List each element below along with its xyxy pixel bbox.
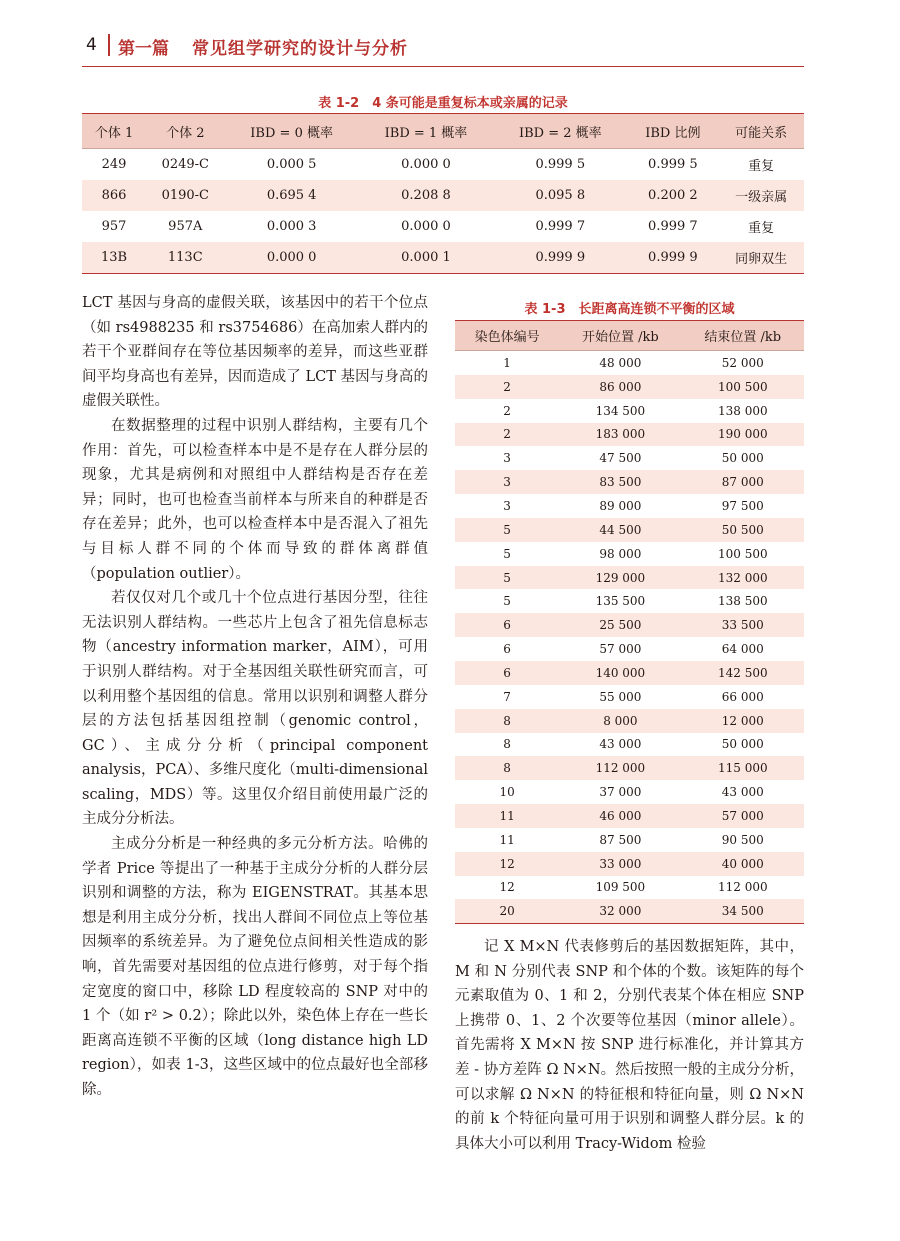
table-row [455, 780, 804, 804]
table-cell: 89 000 [599, 498, 642, 513]
table-cell: 46 000 [559, 804, 681, 828]
table-cell: 138 000 [717, 403, 768, 418]
table-cell: 0.095 8 [493, 180, 627, 211]
table-row [455, 494, 804, 518]
table-cell: 43 000 [721, 785, 764, 800]
table-row [455, 375, 804, 399]
table-cell: 249 [101, 157, 127, 172]
table-cell: 8 [455, 709, 559, 733]
table-cell: 83 500 [559, 470, 681, 494]
chapter-title: 常见组学研究的设计与分析 [192, 39, 408, 59]
table-cell: 0.000 1 [359, 242, 493, 274]
paragraph: LCT 基因与身高的虚假关联，该基因中的若干个位点（如 rs4988235 和 rs3754686）在高加索人群内的若干个亚群间存在等位基因频率的差异，而这些亚群间平均身高也有差异，因而造成了 LCT 基因与身高的虚假关联性。 [82, 295, 428, 410]
table-cell: 66 000 [721, 689, 764, 704]
table-cell: 115 000 [682, 756, 804, 780]
table-row [455, 804, 804, 828]
table2-caption: 表 1-3 长距离高连锁不平衡的区域 [524, 302, 735, 317]
table-cell: 100 500 [717, 546, 768, 561]
table-cell: 11 [499, 832, 515, 847]
table-cell: 3 [455, 470, 559, 494]
table-cell: 重复 [748, 221, 775, 236]
table-cell: 0.000 5 [266, 157, 317, 172]
table-row [455, 470, 804, 494]
table-cell: 5 [455, 518, 559, 542]
table-cell: 40 000 [682, 852, 804, 876]
table-row [455, 566, 804, 590]
table-cell: 47 500 [599, 451, 642, 466]
table-cell: 6 [503, 642, 511, 657]
table-duplicate-records [82, 113, 804, 274]
table1-header-row [82, 114, 804, 149]
table-cell: 0.000 0 [401, 157, 451, 172]
table-cell: 87 000 [682, 470, 804, 494]
left-text-column [82, 291, 428, 1103]
table-cell: 5 [503, 546, 511, 561]
table-cell: 957A [168, 219, 203, 234]
table-row [455, 876, 804, 900]
table1-header-cell: 个体 1 [82, 114, 146, 149]
table-cell: 3 [503, 498, 511, 513]
table-cell: 140 000 [559, 661, 681, 685]
table1-header-cell: IBD = 1 概率 [359, 114, 493, 149]
table-cell: 8 [503, 737, 511, 752]
table-row [455, 518, 804, 542]
table-cell: 2 [503, 403, 511, 418]
right-text-column [455, 935, 804, 1156]
table2-header-cell: 开始位置 /kb [559, 321, 681, 351]
table-cell: 44 500 [559, 518, 681, 542]
table-cell: 0190-C [146, 180, 224, 211]
table-cell: 132 000 [682, 566, 804, 590]
paragraph: 记 X M×N 代表修剪后的基因数据矩阵，其中，M 和 N 分别代表 SNP 和个体的个数。该矩阵的每个元素取值为 0、1 和 2，分别代表某个体在相应 SNP 上携带 0、1、2 个次要等位基因（minor allele）。首先需将 X M×N 按 SNP 进行标准化，并计算其方差 - 协方差阵 Ω N×N。然后按照一般的主成分分析，可以求解 Ω N×N 的特征根和特征向量，则 Ω N×N 的前 k 个特征向量可用于识别和调整人群分层。k 的具体大小可以利用 Tracy-Widom 检验 [455, 939, 804, 1152]
table-cell: 2 [455, 375, 559, 399]
table-cell: 129 000 [559, 566, 681, 590]
table-cell: 33 000 [559, 852, 681, 876]
table-cell: 33 500 [682, 613, 804, 637]
table-cell: 12 [499, 880, 515, 895]
table1-header-cell: IBD = 2 概率 [493, 114, 627, 149]
table-cell: 97 500 [721, 498, 764, 513]
table-row [82, 242, 804, 274]
table-cell: 10 [499, 785, 515, 800]
table-cell: 8 [455, 756, 559, 780]
table-cell: 34 500 [682, 899, 804, 923]
table-cell: 190 000 [682, 423, 804, 447]
table-cell: 64 000 [721, 642, 764, 657]
table-row [82, 180, 804, 211]
table-row [455, 423, 804, 447]
table-cell: 55 000 [599, 689, 642, 704]
table-cell: 一级亲属 [718, 180, 804, 211]
header-divider [108, 34, 110, 56]
table-cell: 87 500 [599, 832, 642, 847]
table-cell: 0.000 0 [224, 242, 358, 274]
table-cell: 109 500 [595, 880, 646, 895]
table-row [455, 685, 804, 709]
table-cell: 134 500 [595, 403, 646, 418]
table-cell: 866 [82, 180, 146, 211]
table-cell: 50 000 [721, 737, 764, 752]
table-cell: 135 500 [595, 594, 646, 609]
table-row [455, 661, 804, 685]
table-cell: 100 500 [682, 375, 804, 399]
table-row [82, 149, 804, 181]
table-cell: 3 [503, 451, 511, 466]
table-cell: 0.999 5 [535, 157, 586, 172]
table-cell: 0.999 9 [493, 242, 627, 274]
table-cell: 86 000 [559, 375, 681, 399]
table1-header-cell: 可能关系 [718, 114, 804, 149]
table-row [455, 828, 804, 852]
table1-header-cell: IBD = 0 概率 [224, 114, 358, 149]
table-cell: 11 [455, 804, 559, 828]
table-cell: 0.000 0 [401, 219, 451, 234]
page-number: 4 [86, 35, 97, 55]
table-cell: 12 000 [682, 709, 804, 733]
table-cell: 13B [82, 242, 146, 274]
table1-header-cell: 个体 2 [146, 114, 224, 149]
table-cell: 1 [503, 355, 511, 370]
paragraph: 在数据整理的过程中识别人群结构，主要有几个作用：首先，可以检查样本中是不是存在人群分层的现象，尤其是病例和对照组中人群结构是否存在差异；同时，也可也检查当前样本与所来自的种群是否存在差异；此外，也可以检查样本中是否混入了祖先与目标人群不同的个体而导致的群体离群值（population outlier）。 [82, 417, 428, 582]
table-row [455, 709, 804, 733]
table-cell: 5 [503, 594, 511, 609]
table-cell: 138 500 [717, 594, 768, 609]
table-cell: 57 000 [682, 804, 804, 828]
table-ld-regions [455, 320, 804, 924]
table-cell: 6 [455, 661, 559, 685]
table-row [455, 446, 804, 470]
table-cell: 7 [503, 689, 511, 704]
table2-header-cell: 结束位置 /kb [682, 321, 804, 351]
table-cell: 0.200 2 [627, 180, 718, 211]
table2-header-cell: 染色体编号 [455, 321, 559, 351]
table-cell: 52 000 [721, 355, 764, 370]
table-row [455, 637, 804, 661]
table-cell: 20 [455, 899, 559, 923]
table-row [455, 733, 804, 757]
table-cell: 43 000 [599, 737, 642, 752]
table-cell: 0249-C [161, 157, 209, 172]
table-cell: 113C [146, 242, 224, 274]
table-cell: 50 500 [682, 518, 804, 542]
table-row [455, 756, 804, 780]
table-cell: 重复 [748, 159, 775, 174]
table-cell: 6 [455, 613, 559, 637]
table-cell: 0.000 3 [266, 219, 317, 234]
table-cell: 0.999 7 [648, 219, 698, 234]
table-cell: 同卵双生 [718, 242, 804, 274]
table-row [82, 211, 804, 242]
table1-caption: 表 1-2 4 条可能是重复标本或亲属的记录 [318, 96, 568, 111]
page-header [82, 26, 804, 67]
table-cell: 142 500 [682, 661, 804, 685]
table-row [455, 399, 804, 423]
table-row [455, 589, 804, 613]
table-cell: 48 000 [599, 355, 642, 370]
table-cell: 2 [455, 423, 559, 447]
table-cell: 112 000 [717, 880, 768, 895]
table-row [455, 613, 804, 637]
table-cell: 90 500 [721, 832, 764, 847]
paragraph: 主成分分析是一种经典的多元分析方法。哈佛的学者 Price 等提出了一种基于主成分分析的人群分层识别和调整的方法，称为 EIGENSTRAT。其基本思想是利用主成分分析，找出人群间不同位点上等位基因频率的系统差异。为了避免位点间相关性造成的影响，首先需要对基因组的位点进行修剪，对于每个指定宽度的窗口中，移除 LD 程度较高的 SNP 对中的 1 个（如 r² > 0.2）；除此以外，染色体上存在一些长距离高连锁不平衡的区域（long distance high LD region），如表 1-3，这些区域中的位点最好也全部移除。 [82, 836, 428, 1098]
paragraph: 若仅仅对几个或几十个位点进行基因分型，往往无法识别人群结构。一些芯片上包含了祖先信息标志物（ancestry information marker，AIM），可用于识别人群结构。对于全基因组关联性研究而言，可以利用整个基因组的信息。常用以识别和调整人群分层的方法包括基因组控制（genomic control，GC）、主成分分析（principal component analysis，PCA）、多维尺度化（multi-dimensional scaling，MDS）等。这里仅介绍目前使用最广泛的主成分分析法。 [82, 590, 428, 828]
table-cell: 25 500 [559, 613, 681, 637]
table-cell: 8 000 [559, 709, 681, 733]
table-cell: 50 000 [721, 451, 764, 466]
table-cell: 0.999 9 [627, 242, 718, 274]
table-cell: 98 000 [599, 546, 642, 561]
table-cell: 12 [455, 852, 559, 876]
table-row [455, 852, 804, 876]
table2-header-row [455, 321, 804, 351]
table-cell: 0.999 7 [535, 219, 586, 234]
table-cell: 0.208 8 [359, 180, 493, 211]
table-cell: 957 [101, 219, 127, 234]
table1-header-cell: IBD 比例 [627, 114, 718, 149]
table-cell: 37 000 [599, 785, 642, 800]
part-title: 第一篇 [118, 39, 169, 59]
table-row [455, 351, 804, 375]
table-cell: 0.999 5 [648, 157, 698, 172]
table-row [455, 899, 804, 923]
table-cell: 5 [455, 566, 559, 590]
table-cell: 112 000 [559, 756, 681, 780]
table-cell: 32 000 [559, 899, 681, 923]
table-cell: 183 000 [559, 423, 681, 447]
table-cell: 0.695 4 [224, 180, 358, 211]
table-row [455, 542, 804, 566]
table-cell: 57 000 [599, 642, 642, 657]
